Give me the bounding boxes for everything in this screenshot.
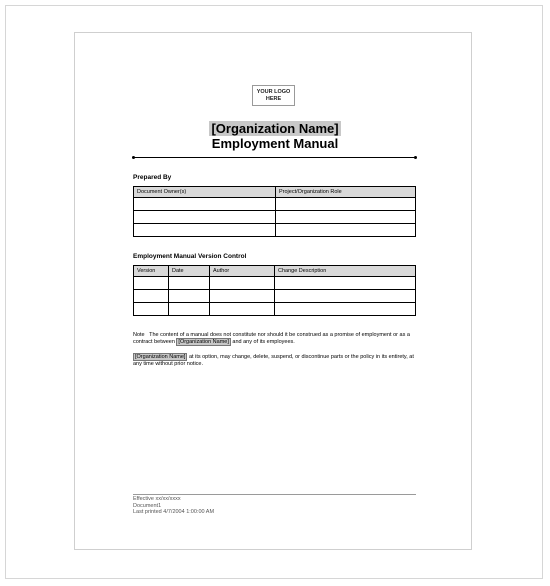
table-cell[interactable] xyxy=(210,303,275,316)
table-cell[interactable] xyxy=(134,198,276,211)
table-cell[interactable] xyxy=(275,290,416,303)
table-cell[interactable] xyxy=(134,303,169,316)
table-cell[interactable] xyxy=(134,224,276,237)
footer-divider xyxy=(133,494,416,495)
column-header: Version xyxy=(134,266,169,277)
logo-placeholder: YOUR LOGO HERE xyxy=(252,85,295,106)
table-row xyxy=(134,277,416,290)
organization-name-highlight: [Organization Name] xyxy=(211,121,339,136)
column-header: Author xyxy=(210,266,275,277)
table-row xyxy=(134,198,416,211)
organization-name-field[interactable]: [Organization Name] xyxy=(178,339,229,345)
note-label: Note xyxy=(133,332,145,338)
version-control-heading: Employment Manual Version Control xyxy=(133,253,247,260)
prepared-by-heading: Prepared By xyxy=(133,174,172,181)
note-paragraph xyxy=(133,332,417,346)
column-header: Document Owner(s) xyxy=(134,187,276,198)
footer-document-name: Document1 xyxy=(133,502,162,509)
table-cell[interactable] xyxy=(134,277,169,290)
note-text-end: and any of its employees. xyxy=(232,339,295,345)
footer-effective-date: Effective xx/xx/xxxx xyxy=(133,496,181,502)
column-header: Date xyxy=(169,266,210,277)
table-cell[interactable] xyxy=(276,211,416,224)
table-row xyxy=(134,224,416,237)
table-row xyxy=(134,211,416,224)
table-cell[interactable] xyxy=(169,290,210,303)
policy-paragraph xyxy=(133,354,417,368)
table-row xyxy=(134,303,416,316)
organization-name-field[interactable]: [Organization Name] xyxy=(135,354,186,360)
version-control-table xyxy=(133,265,416,316)
table-cell[interactable] xyxy=(210,290,275,303)
column-header: Change Description xyxy=(275,266,416,277)
footer xyxy=(133,496,214,516)
table-row xyxy=(134,290,416,303)
table-cell[interactable] xyxy=(276,224,416,237)
table-cell[interactable] xyxy=(169,303,210,316)
table-cell[interactable] xyxy=(276,198,416,211)
table-cell[interactable] xyxy=(134,290,169,303)
footer-last-printed: Last printed 4/7/2004 1:00:00 AM xyxy=(133,509,215,515)
table-cell[interactable] xyxy=(169,277,210,290)
prepared-by-table xyxy=(133,186,416,237)
policy-text: at its option, may change, delete, suspend, or discontinue parts or the policy in its entirety, at any time without prior notice. xyxy=(133,354,414,367)
document-title: Employment Manual xyxy=(211,136,339,151)
column-header: Project/Organization Role xyxy=(276,187,416,198)
table-cell[interactable] xyxy=(134,211,276,224)
table-header-row xyxy=(134,187,416,198)
table-header-row xyxy=(134,266,416,277)
table-cell[interactable] xyxy=(275,303,416,316)
organization-name-title xyxy=(0,121,550,136)
title-divider xyxy=(134,157,415,158)
table-cell[interactable] xyxy=(275,277,416,290)
note-text: The content of a manual does not constitute nor should it be construed as a promise of employment or as a contract between xyxy=(133,332,410,345)
table-cell[interactable] xyxy=(210,277,275,290)
